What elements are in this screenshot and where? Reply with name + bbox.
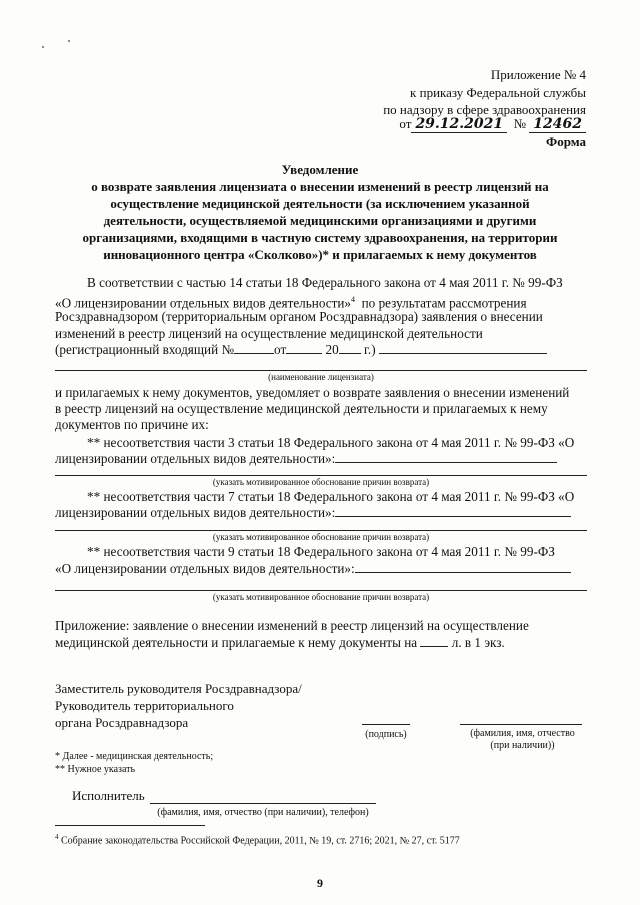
attachment-line: медицинской деятельности и прилагаемые к нему документы на л. в 1 экз. [55,635,505,650]
doc-subtitle-line: осуществление медицинской деятельности (за исключением указанной [110,196,530,211]
body-line: изменений в реестр лицензий на осуществление медицинской деятельности [55,326,483,341]
executor-line[interactable] [150,803,376,804]
signatory-name-line[interactable] [460,724,582,725]
caption-reason-1: (указать мотивированное обоснование причин возврата) [212,477,430,487]
body-line: «О лицензировании отдельных видов деятельности»$^4$ по результатам рассмотрения [55,295,527,311]
sheets-count-field[interactable] [420,635,448,647]
footnote-separator [55,825,205,826]
handwritten-number: 12462 [529,116,586,133]
body-line: в реестр лицензий на осуществление медицинской деятельности и прилагаемых к нему [55,401,548,416]
reason-2-line: лицензировании отдельных видов деятельности»: [55,505,585,522]
reason-1-line: ** несоответствия части 3 статьи 18 Федерального закона от 4 мая 2011 г. № 99-ФЗ «О [87,435,575,450]
caption-licensee: (наименование лицензиата) [268,372,374,382]
body-line: и прилагаемых к нему документов, уведомляет о возврате заявления о внесении изменений [55,385,570,400]
order-date-number: от 29.12.2021 № 12462 [399,115,586,133]
reason-2-line: ** несоответствия части 7 статьи 18 Федерального закона от 4 мая 2011 г. № 99-ФЗ «О [87,489,575,504]
signature-line[interactable] [362,724,410,725]
page-number: 9 [317,876,323,890]
note-specify: ** Нужное указать [55,764,136,775]
doc-subtitle-line: организациями, входящими в частную систему здравоохранения, на территории [82,230,558,245]
executor-label: Исполнитель [72,788,145,803]
reason-2-field[interactable] [335,505,571,517]
reason-3-line: ** несоответствия части 9 статьи 18 Федерального закона от 4 мая 2011 г. № 99-ФЗ [87,544,555,559]
doc-subtitle-line: инновационного центра «Сколково»)* и прилагаемых к нему документов [103,247,537,262]
scan-mark [68,40,70,42]
registration-line: (регистрационный входящий № от 20 г.) [55,342,585,359]
handwritten-date: 29.12.2021 [411,116,507,133]
footnote: $^4$ Собрание законодательства Российской Федерации, 2011, № 19, ст. 2716; 2021, № 27, ст. 5177 [55,833,460,847]
reason-1-line-2[interactable] [55,475,587,476]
licensee-field-start[interactable] [379,342,547,354]
reg-date-field[interactable] [286,342,322,354]
reg-number-field[interactable] [234,342,274,354]
reg-year-field[interactable] [339,342,361,354]
appendix-label: Приложение № 4 [490,67,586,82]
order-reference: к приказу Федеральной службы [410,85,586,100]
licensee-name-line[interactable] [55,370,587,371]
body-line: Росздравнадзором (территориальным органом Росздравнадзора) заявления о внесении [55,309,543,324]
caption-signatory-name: (фамилия, имя, отчество (при наличии)) [470,728,575,751]
doc-subtitle-line: о возврате заявления лицензиата о внесении изменений в реестр лицензий на [91,179,549,194]
note-activity: * Далее - медицинская деятельность; [55,751,214,762]
attachment-line: Приложение: заявление о внесении изменений в реестр лицензий на осуществление [55,618,529,633]
agency-reference: по надзору в сфере здравоохранения [383,102,586,117]
scan-mark [42,46,44,48]
reason-3-line-2[interactable] [55,590,587,591]
signatory-title: Заместитель руководителя Росздравнадзора/ Руководитель территориального органа Росздравнадзора [55,681,302,730]
body-line: документов по причине их: [55,417,209,432]
body-line: В соответствии с частью 14 статьи 18 Федерального закона от 4 мая 2011 г. № 99-ФЗ [87,275,563,290]
reason-3-field[interactable] [355,561,571,573]
reason-3-line: «О лицензировании отдельных видов деятельности»: [55,561,585,578]
caption-signature: (подпись) [365,729,407,740]
caption-reason-2: (указать мотивированное обоснование причин возврата) [212,532,430,542]
doc-title: Уведомление [281,162,359,177]
reason-2-line-2[interactable] [55,530,587,531]
caption-executor: (фамилия, имя, отчество (при наличии), телефон) [157,807,369,818]
form-label: Форма [546,134,586,149]
doc-subtitle-line: деятельности, осуществляемой медицинскими организациями и другими [103,213,537,228]
caption-reason-3: (указать мотивированное обоснование причин возврата) [212,592,430,602]
reason-1-field[interactable] [335,451,557,463]
reason-1-line: лицензировании отдельных видов деятельности»: [55,451,585,468]
